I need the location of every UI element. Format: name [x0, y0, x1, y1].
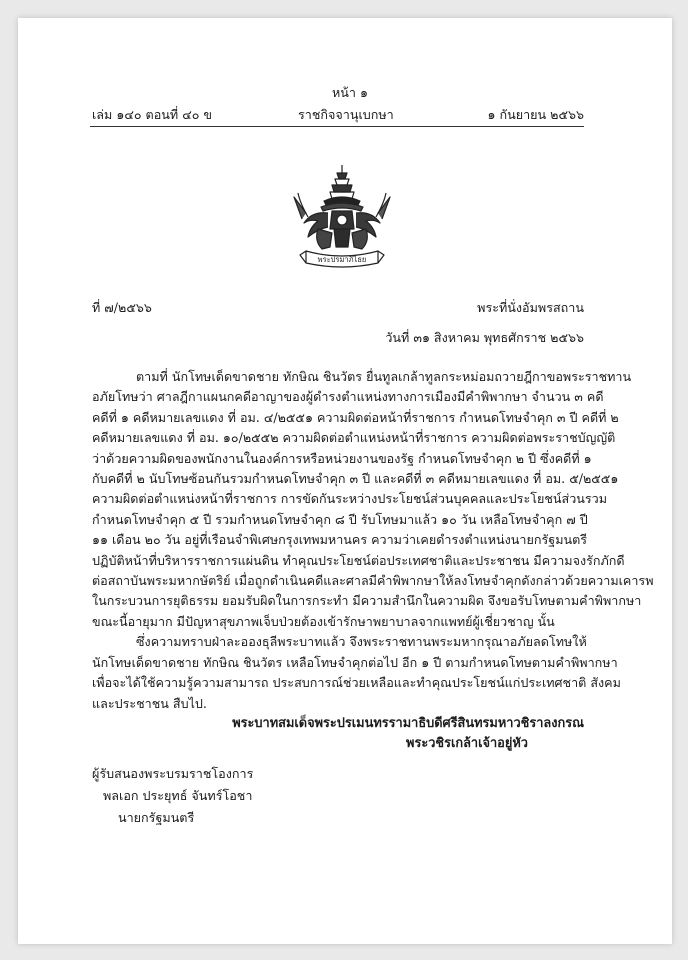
body-line: กำหนดโทษจำคุก ๕ ปี รวมกำหนดโทษจำคุก ๘ ปี รับโทษมาแล้ว ๑๐ วัน เหลือโทษจำคุก ๗ ปี [92, 511, 588, 527]
body-line: ซึ่งความทราบฝ่าละอองธุลีพระบาทแล้ว จึงพระราชทานพระมหากรุณาอภัยลดโทษให้ [136, 634, 587, 650]
countersign-title: ผู้รับสนองพระบรมราชโองการ [92, 766, 254, 781]
body-line: อภัยโทษว่า ศาลฎีกาแผนกคดีอาญาของผู้ดำรงตำแหน่งทางการเมืองมีคำพิพากษา จำนวน ๓ คดี [92, 389, 604, 405]
header-divider [90, 126, 584, 127]
body-line: และประชาชน สืบไป. [92, 695, 207, 711]
document-place: พระที่นั่งอัมพรสถาน [477, 300, 584, 315]
body-line: ความผิดต่อตำแหน่งหน้าที่ราชการ การขัดกันระหว่างประโยชน์ส่วนบุคคลและประโยชน์ส่วนรวม [92, 491, 608, 507]
document-body [92, 367, 654, 714]
body-line: คดีหมายเลขแดง ที่ อม. ๑๐/๒๕๕๒ ความผิดต่อตำแหน่งหน้าที่ราชการ ความผิดต่อพระราชบัญญัติ [92, 430, 616, 446]
volume-issue: เล่ม ๑๔๐ ตอนที่ ๔๐ ข [92, 107, 213, 122]
body-line: กับคดีที่ ๒ นับโทษซ้อนกันรวมกำหนดโทษจำคุก ๓ ปี และคดีที่ ๓ คดีหมายเลขแดง ที่ อม. ๕/๒๕๕๑ [92, 471, 619, 487]
body-line: นักโทษเด็ดขาดชาย ทักษิณ ชินวัตร เหลือโทษจำคุกต่อไป อีก ๑ ปี ตามกำหนดโทษตามคำพิพากษา [92, 654, 618, 670]
body-line: ต่อสถาบันพระมหากษัตริย์ เมื่อถูกดำเนินคดีและศาลมีคำพิพากษาให้ลงโทษจำคุกดังกล่าวด้วยความเคารพ [92, 573, 654, 589]
signature-line: พระวชิรเกล้าเจ้าอยู่หัว [406, 736, 528, 751]
body-line: ในกระบวนการยุติธรรม ยอมรับผิดในการกระทำ มีความสำนึกในความผิด จึงขอรับโทษตามคำพิพากษา [92, 593, 642, 609]
emblem-ribbon-text: พระปรมาภิไธย [317, 255, 367, 264]
document-date: วันที่ ๓๑ สิงหาคม พุทธศักราช ๒๕๖๖ [385, 330, 584, 345]
body-line: ๑๑ เดือน ๒๐ วัน อยู่ที่เรือนจำพิเศษกรุงเทพมหานคร ความว่าเคยดำรงตำแหน่งนายกรัฐมนตรี [92, 532, 588, 548]
signature-line: พระบาทสมเด็จพระปรเมนทรรามาธิบดีศรีสินทรมหาวชิราลงกรณ [232, 716, 584, 731]
page-number: หน้า ๑ [332, 85, 368, 100]
body-line: ขณะนี้อายุมาก มีปัญหาสุขภาพเจ็บป่วยต้องเข้ารักษาพยาบาลจากแพทย์ผู้เชี่ยวชาญ นั้น [92, 613, 555, 629]
issue-date: ๑ กันยายน ๒๕๖๖ [487, 107, 584, 122]
countersign-position: นายกรัฐมนตรี [118, 810, 195, 825]
royal-garuda-emblem-icon [288, 163, 396, 273]
body-line: เพื่อจะได้ใช้ความรู้ความสามารถ ประสบการณ์ช่วยเหลือและทำคุณประโยชน์แก่ประเทศชาติ สังคม [92, 675, 621, 691]
royal-signature-block [232, 714, 584, 754]
paragraph-petition [92, 367, 654, 632]
body-line: ว่าด้วยความผิดของพนักงานในองค์การหรือหน่วยงานของรัฐ กำหนดโทษจำคุก ๒ ปี ซึ่งคดีที่ ๑ [92, 450, 592, 466]
body-line: ปฏิบัติหน้าที่บริหารราชการแผ่นดิน ทำคุณประโยชน์ต่อประเทศชาติและประชาชน มีความจงรักภักดี [92, 552, 625, 568]
body-line: ตามที่ นักโทษเด็ดขาดชาย ทักษิณ ชินวัตร ยื่นทูลเกล้าทูลกระหม่อมถวายฎีกาขอพระราชทาน [136, 369, 632, 384]
body-line: คดีที่ ๑ คดีหมายเลขแดง ที่ อม. ๔/๒๕๕๑ ความผิดต่อหน้าที่ราชการ กำหนดโทษจำคุก ๓ ปี คดีที่ ๒ [92, 409, 619, 425]
countersign-name: พลเอก ประยุทธ์ จันทร์โอชา [103, 788, 253, 803]
gazette-name: ราชกิจจานุเบกษา [298, 107, 394, 122]
paragraph-pardon [92, 632, 621, 714]
document-number: ที่ ๗/๒๕๖๖ [92, 300, 152, 315]
gazette-page [18, 18, 672, 944]
